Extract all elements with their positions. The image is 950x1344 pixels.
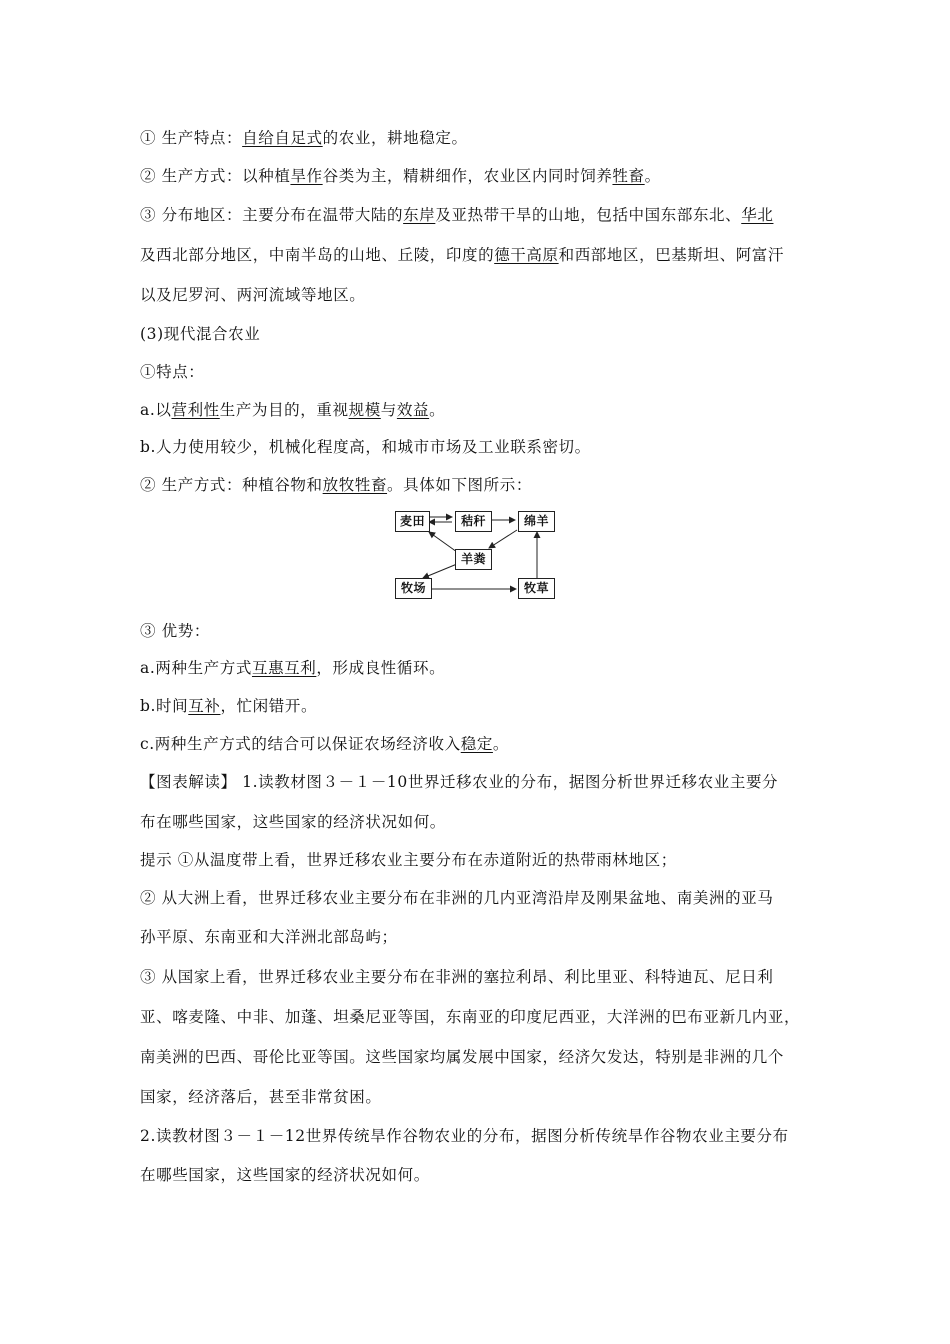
text-line: 孙平原、东南亚和大洋洲北部岛屿；	[140, 928, 398, 946]
section-heading: (3)现代混合农业	[140, 325, 261, 343]
underlined-answer: 规模	[348, 401, 381, 419]
underlined-answer: 营利性	[171, 401, 220, 419]
text-line: a.以营利性生产为目的，重视规模与效益。	[140, 401, 446, 419]
underlined-answer: 互补	[188, 697, 221, 715]
text-line: ② 生产方式：种植谷物和放牧牲畜。具体如下图所示：	[140, 476, 532, 494]
text-line: a.两种生产方式互惠互利，形成良性循环。	[140, 659, 446, 677]
text-line: ② 从大洲上看，世界迁移农业主要分布在非洲的几内亚湾沿岸及刚果盆地、南美洲的亚马	[140, 889, 774, 907]
text-line: ③ 从国家上看，世界迁移农业主要分布在非洲的塞拉利昂、利比里亚、科特迪瓦、尼日利	[140, 968, 774, 986]
text-line: c.两种生产方式的结合可以保证农场经济收入稳定。	[140, 735, 510, 753]
text-line: 布在哪些国家，这些国家的经济状况如何。	[140, 813, 446, 831]
text-line: 及西北部分地区，中南半岛的山地、丘陵，印度的德干高原和西部地区，巴基斯坦、阿富汗	[140, 246, 785, 264]
text-line: 以及尼罗河、两河流域等地区。	[140, 286, 366, 304]
text-line: 南美洲的巴西、哥伦比亚等国。这些国家均属发展中国家，经济欠发达，特别是非洲的几个	[140, 1048, 785, 1066]
text-line: ③ 分布地区：主要分布在温带大陆的东岸及亚热带干旱的山地，包括中国东部东北、华北	[140, 206, 774, 224]
text-line: ③ 优势：	[140, 622, 210, 640]
text-line: ② 生产方式：以种植旱作谷类为主，精耕细作，农业区内同时饲养牲畜。	[140, 167, 661, 185]
text-line: ①特点：	[140, 363, 205, 381]
text-line: 【图表解读】 1.读教材图３－１－10世界迁移农业的分布，据图分析世界迁移农业主要分	[140, 773, 779, 791]
node-yangfen: 羊粪	[455, 549, 492, 570]
text-line: 提示 ①从温度带上看，世界迁移农业主要分布在赤道附近的热带雨林地区；	[140, 851, 677, 869]
text-line: 在哪些国家，这些国家的经济状况如何。	[140, 1166, 430, 1184]
text-line: ① 生产特点：自给自足式的农业，耕地稳定。	[140, 129, 468, 147]
underlined-answer: 东岸	[403, 206, 436, 224]
underlined-answer: 德干高原	[494, 246, 559, 264]
node-maitian: 麦田	[395, 511, 430, 532]
underlined-answer: 牲畜	[612, 167, 645, 185]
text-line: b.时间互补，忙闲错开。	[140, 697, 318, 715]
node-jiegan: 秸秆	[455, 511, 492, 532]
text-line: b.人力使用较少，机械化程度高，和城市市场及工业联系密切。	[140, 438, 591, 456]
text-line: 2.读教材图３－１－12世界传统旱作谷物农业的分布，据图分析传统旱作谷物农业主要分布	[140, 1127, 789, 1145]
text-line: 亚、喀麦隆、中非、加蓬、坦桑尼亚等国，东南亚的印度尼西亚，大洋洲的巴布亚新几内亚，	[140, 1008, 801, 1026]
underlined-answer: 互惠互利	[251, 659, 317, 677]
underlined-answer: 旱作	[290, 167, 323, 185]
node-mucao: 牧草	[518, 578, 555, 599]
mixed-farming-cycle-diagram	[395, 508, 557, 602]
underlined-answer: 华北	[741, 206, 774, 224]
node-muchang: 牧场	[395, 578, 432, 599]
node-mianyang: 绵羊	[518, 511, 555, 532]
underlined-answer: 稳定	[460, 735, 493, 753]
underlined-answer: 放牧牲畜	[322, 476, 388, 494]
underlined-answer: 自给自足式	[242, 129, 323, 147]
text-line: 国家，经济落后，甚至非常贫困。	[140, 1088, 382, 1106]
underlined-answer: 效益	[396, 401, 430, 419]
